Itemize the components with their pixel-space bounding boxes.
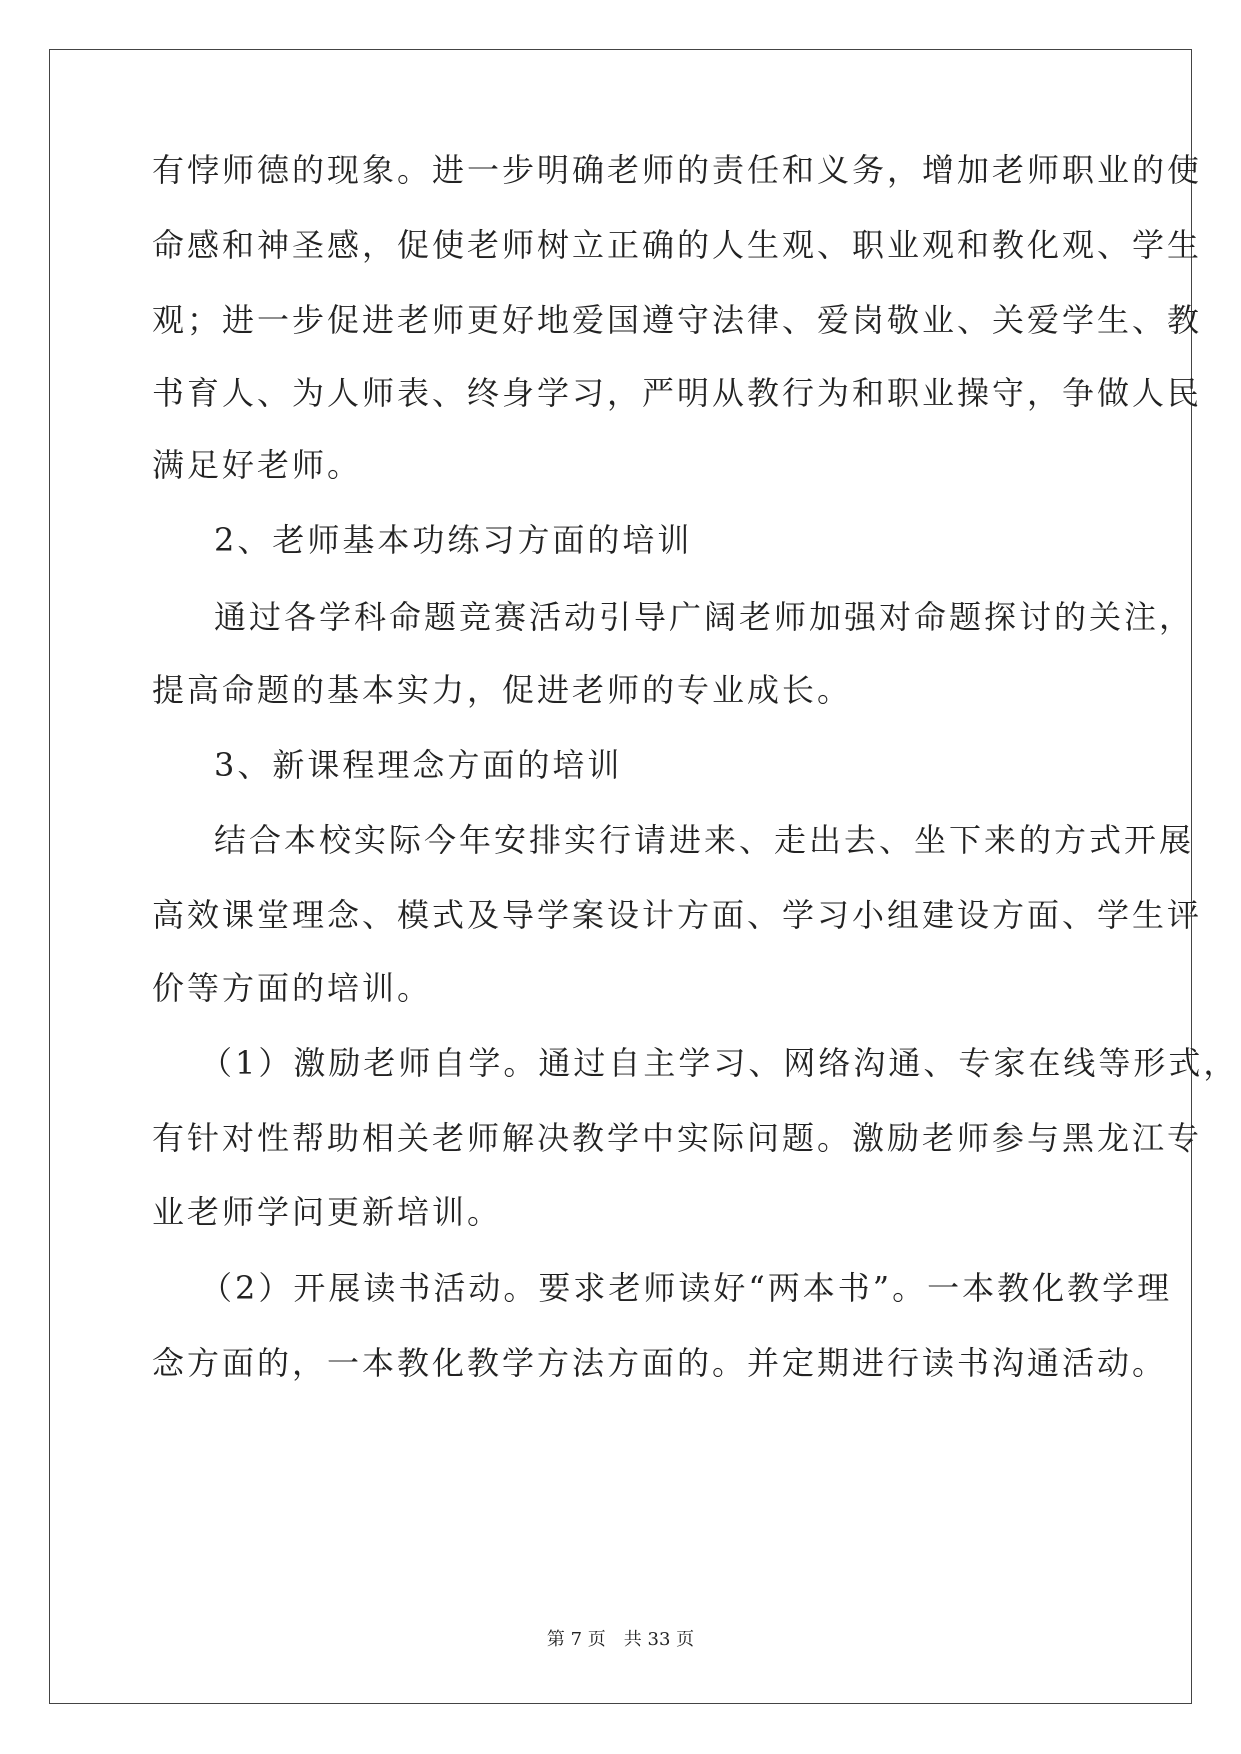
body-text-line: 观；进一步促进老师更好地爱国遵守法律、爱岗敬业、关爱学生、教 [152, 301, 1203, 339]
body-text-line: （2）开展读书活动。要求老师读好“两本书”。一本教化教学理 [200, 1269, 1173, 1307]
body-text-line: 满足好老师。 [152, 446, 363, 484]
body-text-line: 结合本校实际今年安排实行请进来、走出去、坐下来的方式开展 [214, 821, 1195, 859]
page-number-footer: 第 7 页 共 33 页 [546, 1629, 695, 1650]
body-text-line: 价等方面的培训。 [152, 969, 433, 1007]
body-text-line: 命感和神圣感，促使老师树立正确的人生观、职业观和教化观、学生 [152, 226, 1203, 264]
page-border [49, 49, 1239, 1704]
body-text-line: 书育人、为人师表、终身学习，严明从教行为和职业操守，争做人民 [152, 374, 1203, 412]
body-text-line: （1）激励老师自学。通过自主学习、网络沟通、专家在线等形式， [200, 1044, 1239, 1082]
body-text-line: 念方面的，一本教化教学方法方面的。并定期进行读书沟通活动。 [152, 1344, 1168, 1382]
section-heading: 2、老师基本功练习方面的培训 [214, 521, 693, 559]
section-heading: 3、新课程理念方面的培训 [214, 746, 623, 784]
body-text-line: 提高命题的基本实力，促进老师的专业成长。 [152, 671, 853, 709]
body-text-line: 通过各学科命题竞赛活动引导广阔老师加强对命题探讨的关注， [214, 598, 1195, 636]
body-text-line: 业老师学问更新培训。 [152, 1193, 503, 1231]
body-text-line: 有针对性帮助相关老师解决教学中实际问题。激励老师参与黑龙江专 [152, 1119, 1203, 1157]
body-text-line: 高效课堂理念、模式及导学案设计方面、学习小组建设方面、学生评 [152, 896, 1203, 934]
body-text-line: 有悖师德的现象。进一步明确老师的责任和义务，增加老师职业的使 [152, 151, 1203, 189]
